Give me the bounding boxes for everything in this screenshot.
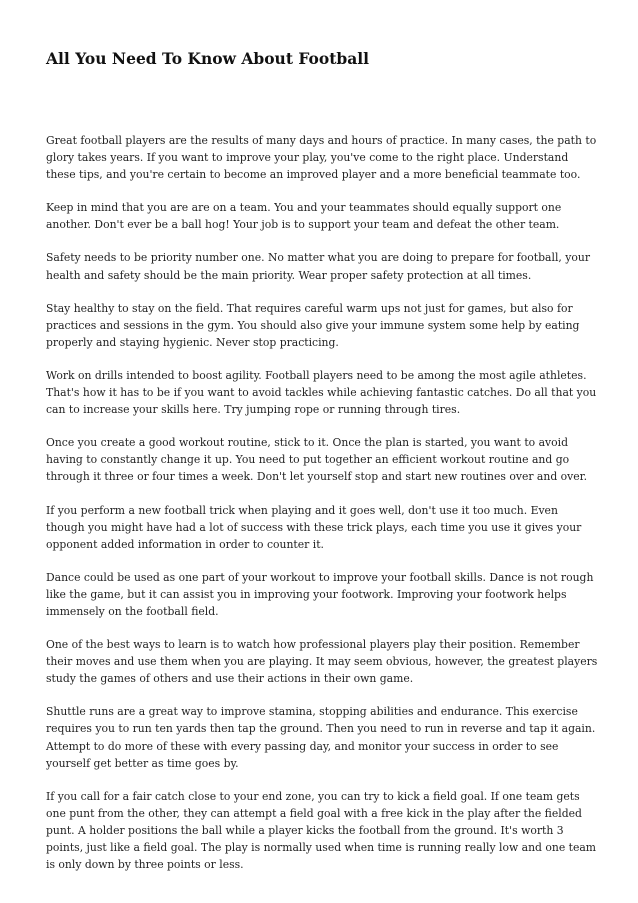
paragraph: If you call for a fair catch close to your end zone, you can try to kick a field goal. If one team gets one punt from the other, they can attempt a field goal with a free kick in the play after the fielded punt. A holder positions the ball while a player kicks the football from the ground. It's worth 3 points, just like a field goal. The play is normally used when time is running really low and one team is only down by three points or less. (46, 789, 597, 872)
paragraph: If you perform a new football trick when playing and it goes well, don't use it too much. Even though you might have had a lot of success with these trick plays, each time you use it gives your opponent added information in order to counter it. (46, 503, 582, 551)
paragraph: Great football players are the results of many days and hours of practice. In many cases, the path to glory takes years. If you want to improve your play, you've come to the right place. Understand these tips, and you're certain to become an improved player and a more beneficial teammate too. (46, 134, 597, 182)
paragraph: Safety needs to be priority number one. No matter what you are doing to prepare for football, your health and safety should be the main priority. Wear proper safety protection at all times. (46, 251, 590, 282)
paragraph: Keep in mind that you are are on a team. You and your teammates should equally support one another. Don't ever be a ball hog! Your job is to support your team and defeat the other team. (46, 201, 562, 232)
paragraph: Work on drills intended to boost agility. Football players need to be among the most agile athletes. That's how it has to be if you want to avoid tackles while achieving fantastic catches. Do all that you can to increase your skills here. Try jumping rope or running through tires. (46, 368, 597, 417)
paragraph: Once you create a good workout routine, stick to it. Once the plan is started, you want to avoid having to constantly change it up. You need to put together an efficient workout routine and go through it three or four times a week. Don't let yourself stop and start new routines over and over. (46, 436, 588, 484)
paragraph: Dance could be used as one part of your workout to improve your football skills. Dance is not rough like the game, but it can assist you in improving your footwork. Improving your footwork helps immensely on the football field. (46, 570, 594, 618)
document-title: All You Need To Know About Football (46, 49, 370, 68)
document-body (46, 132, 598, 889)
paragraph: Stay healthy to stay on the field. That requires careful warm ups not just for games, but also for practices and sessions in the gym. You should also give your immune system some help by eating properly and staying hygienic. Never stop practicing. (46, 301, 580, 349)
paragraph: Shuttle runs are a great way to improve stamina, stopping abilities and endurance. This exercise requires you to run ten yards then tap the ground. Then you need to run in reverse and tap it again. Attempt to do more of these with every passing day, and monitor your success in order to see yourself get better as time goes by. (46, 705, 596, 770)
paragraph: One of the best ways to learn is to watch how professional players play their position. Remember their moves and use them when you are playing. It may seem obvious, however, the greatest players study the games of others and use their actions in their own game. (46, 638, 598, 686)
